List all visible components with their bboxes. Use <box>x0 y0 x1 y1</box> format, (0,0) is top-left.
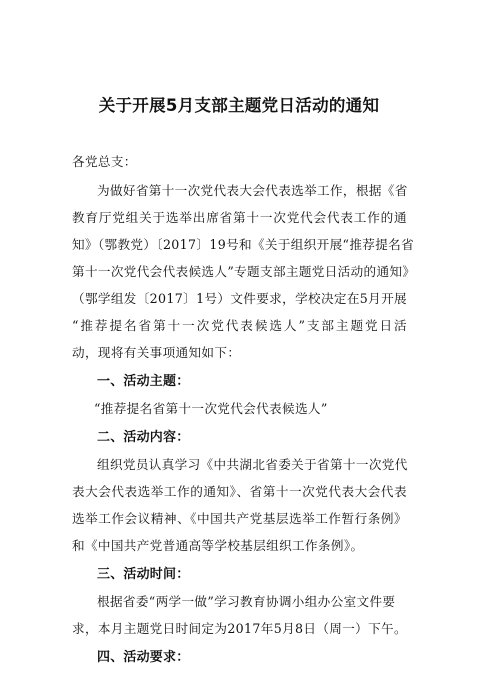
section-text: “推荐提名省第十一次党代会代表候选人” <box>94 401 328 416</box>
intro-line: 动，现将有关事项通知如下： <box>72 345 241 360</box>
intro-line: （鄂学组发〔2017〕1号）文件要求，学校决定在5月开展 <box>72 291 407 306</box>
section-text: 组织党员认真学习《中共湖北省委关于省第十一次党代 <box>97 457 408 472</box>
intro-line: 为做好省第十一次党代表大会代表选举工作，根据《省 <box>97 183 408 198</box>
section-text: 和《中国共产党普通高等学校基层组织工作条例》。 <box>72 538 364 553</box>
section-heading-content: 二、活动内容： <box>97 430 190 445</box>
section-text: 选举工作会议精神、《中国共产党基层选举工作暂行条例》 <box>72 511 407 526</box>
section-heading-theme: 一、活动主题： <box>97 374 190 389</box>
intro-line: 第十一次党代会代表候选人”专题支部主题党日活动的通知》 <box>72 264 416 279</box>
salutation: 各党总支： <box>72 154 137 169</box>
document-title: 关于开展5月支部主题党日活动的通知 <box>98 96 380 115</box>
section-text: 根据省委“两学一做”学习教育协调小组办公室文件要 <box>97 594 396 609</box>
section-text: 求，本月主题党日时间定为2017年5月8日（周一）下午。 <box>72 621 407 636</box>
intro-line: 知》（鄂教党）〔2017〕19号和《关于组织开展“推荐提名省 <box>72 237 415 252</box>
intro-line: 教育厅党组关于选举出席省第十一次党代会代表工作的通 <box>72 210 407 225</box>
section-heading-time: 三、活动时间： <box>97 567 190 582</box>
section-heading-requirements: 四、活动要求： <box>97 650 190 665</box>
section-text: 表大会代表选举工作的通知》、省第十一次党代表大会代表 <box>72 484 407 499</box>
intro-line: “推荐提名省第十一次党代表候选人”支部主题党日活 <box>72 318 407 333</box>
